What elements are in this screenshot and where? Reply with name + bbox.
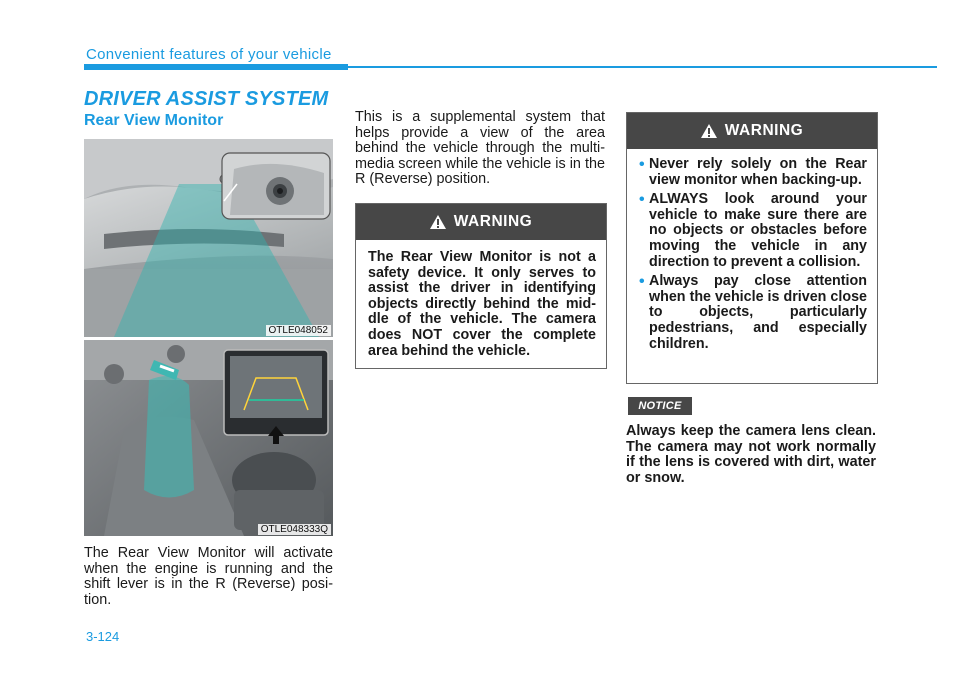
warning-bullet-1: Never rely solely on the Rear view monitor when backing-up. — [649, 156, 867, 188]
notice-badge: NOTICE — [628, 397, 692, 415]
warning-body-1: The Rear View Monitor is not a safety device. It only serves to assist the driver in identifying objects directly behind the mid-dle of the vehicle. The camera does NOT cover the complete area behind the vehicle. — [368, 249, 596, 359]
warning-box-1 — [355, 203, 607, 369]
warning-bullet-2: ALWAYS look around your vehicle to make sure there are no objects or obstacles before moving the vehicle in any direction to prevent a collision. — [649, 191, 867, 270]
subsection-title: Rear View Monitor — [84, 112, 224, 129]
warning-bullet-3: Always pay close attention when the vehicle is driven close to objects, particularly pedestrians, and especially children. — [649, 273, 867, 352]
rear-camera-illustration — [84, 139, 333, 337]
warning-header-1 — [356, 204, 606, 240]
header-accent-block — [84, 64, 348, 70]
shift-lever-photo — [84, 340, 333, 536]
page-number: 3-124 — [86, 629, 120, 644]
warning-triangle-icon — [701, 124, 717, 138]
activation-paragraph: The Rear View Monitor will activate when the engine is running and the shift lever is in the R (Reverse) posi-tion. — [84, 545, 333, 608]
warning-heading-1: WARNING — [453, 213, 533, 230]
warning-header-2 — [627, 113, 877, 149]
shift-lever-illustration — [84, 340, 333, 536]
warning-box-2 — [626, 112, 878, 384]
bullet-icon: • — [639, 156, 645, 173]
rear-camera-photo — [84, 139, 333, 337]
figure-caption-2: OTLE048333Q — [258, 524, 331, 535]
notice-paragraph: Always keep the camera lens clean. The camera may not work normally if the lens is covered with dirt, water or snow. — [626, 423, 876, 486]
description-paragraph: This is a supplemental system that helps provide a view of the area behind the vehicle through the multi-media screen while the vehicle is in the R (Reverse) position. — [355, 109, 605, 188]
figure-caption-1: OTLE048052 — [266, 325, 332, 336]
list-item — [639, 157, 867, 188]
bullet-icon: • — [639, 191, 645, 209]
warning-heading-2: WARNING — [724, 122, 804, 139]
list-item — [639, 274, 867, 352]
section-header: Convenient features of your vehicle — [86, 46, 332, 63]
list-item — [639, 192, 867, 270]
warning-triangle-icon — [430, 215, 446, 229]
warning-body-2 — [627, 149, 877, 366]
page-title: DRIVER ASSIST SYSTEM — [84, 88, 329, 110]
bullet-icon: • — [639, 273, 645, 291]
